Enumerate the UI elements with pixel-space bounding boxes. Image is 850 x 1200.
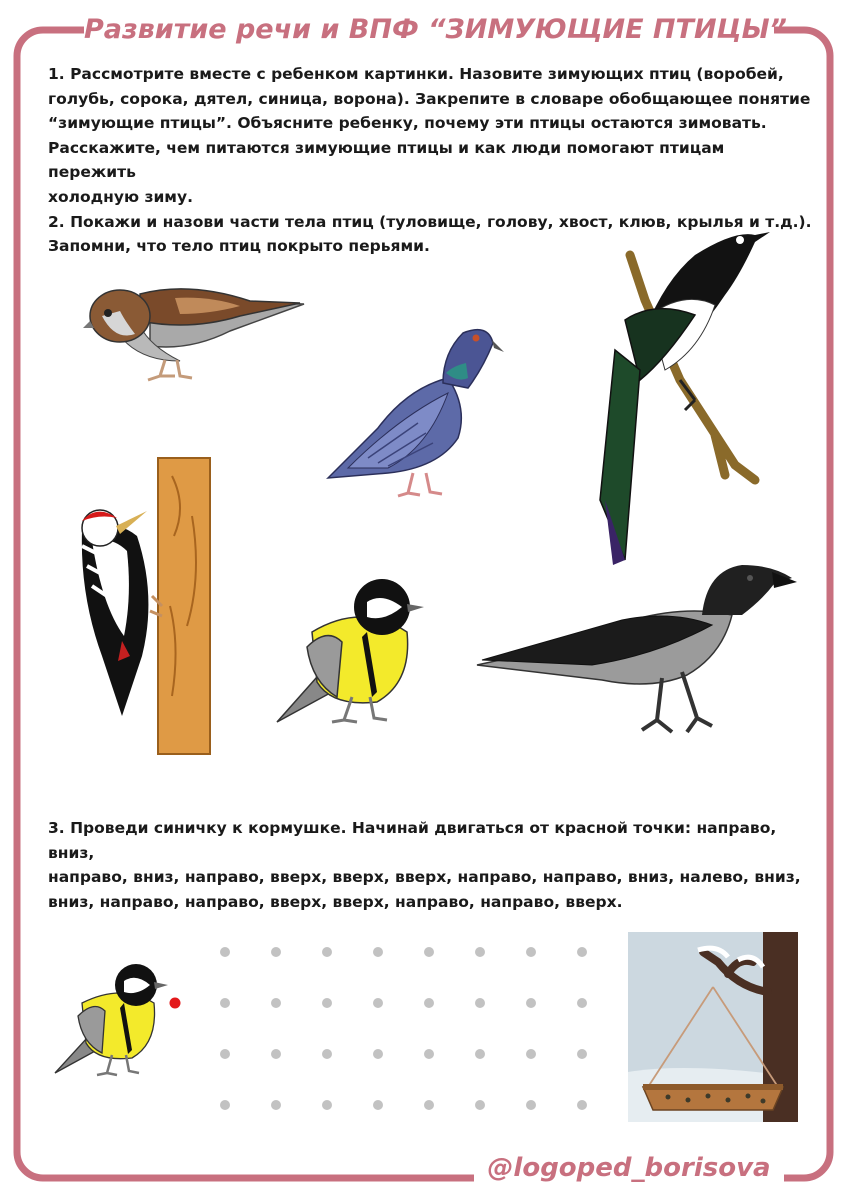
grid-dot [577, 1049, 587, 1059]
grid-dot [220, 947, 230, 957]
grid-dot [424, 947, 434, 957]
grid-dot [526, 998, 536, 1008]
grid-dot [373, 1049, 383, 1059]
task2-line: 2. Покажи и назови части тела птиц (туловище, голову, хвост, клюв, крылья и т.д.). [48, 212, 812, 231]
grid-dot [577, 947, 587, 957]
grid-dot [271, 998, 281, 1008]
grid-dot [526, 947, 536, 957]
crow-illustration [472, 560, 802, 740]
sparrow-illustration [80, 276, 310, 386]
task1-line: “зимующие птицы”. Объясните ребенку, почему эти птицы остаются зимовать. [48, 114, 767, 133]
maze-tit-illustration [52, 958, 172, 1080]
grid-dot [322, 1049, 332, 1059]
grid-dot [271, 1100, 281, 1110]
grid-dot [373, 1100, 383, 1110]
grid-dot [424, 998, 434, 1008]
grid-dot [373, 947, 383, 957]
feeder-illustration [628, 932, 798, 1122]
dot-grid [165, 935, 605, 1120]
grid-dot [322, 1100, 332, 1110]
task1-line: Расскажите, чем питаются зимующие птицы и как люди помогают птицам пережить [48, 138, 725, 182]
grid-dot [475, 1100, 485, 1110]
grid-dot [577, 998, 587, 1008]
grid-dot [220, 998, 230, 1008]
task2-line: Запомни, что тело птиц покрыто перьями. [48, 237, 430, 256]
grid-dot [424, 1049, 434, 1059]
grid-dot [271, 1049, 281, 1059]
grid-dot [475, 947, 485, 957]
maze-instructions [48, 816, 813, 914]
grid-dot [526, 1100, 536, 1110]
pigeon-illustration [318, 318, 508, 503]
great-tit-illustration [272, 572, 432, 732]
grid-dot [220, 1100, 230, 1110]
magpie-illustration [585, 220, 775, 565]
task3-line: вниз, направо, направо, вверх, вверх, направо, направо, вверх. [48, 892, 623, 911]
page-title: Развитие речи и ВПФ “ЗИМУЮЩИЕ ПТИЦЫ” [84, 10, 774, 50]
task3-line: 3. Проведи синичку к кормушке. Начинай двигаться от красной точки: направо, вниз, [48, 819, 777, 862]
grid-dot [577, 1100, 587, 1110]
task1-line: 1. Рассмотрите вместе с ребенком картинки. Назовите зимующих птиц (воробей, [48, 65, 784, 83]
grid-dot [322, 998, 332, 1008]
task3-line: направо, вниз, направо, вверх, вверх, вверх, направо, направо, вниз, налево, вниз, [48, 868, 801, 887]
start-dot [170, 998, 181, 1009]
grid-dot [322, 947, 332, 957]
grid-dot [220, 1049, 230, 1059]
task1-line: холодную зиму. [48, 187, 193, 206]
grid-dot [271, 947, 281, 957]
grid-dot [475, 1049, 485, 1059]
task1-line: голубь, сорока, дятел, синица, ворона). Закрепите в словаре обобщающее понятие [48, 89, 811, 108]
author-handle: @logoped_borisova [474, 1146, 784, 1190]
grid-dot [526, 1049, 536, 1059]
grid-dot [373, 998, 383, 1008]
woodpecker-illustration [62, 456, 217, 756]
grid-dot [424, 1100, 434, 1110]
grid-dots [170, 947, 588, 1110]
grid-dot [475, 998, 485, 1008]
